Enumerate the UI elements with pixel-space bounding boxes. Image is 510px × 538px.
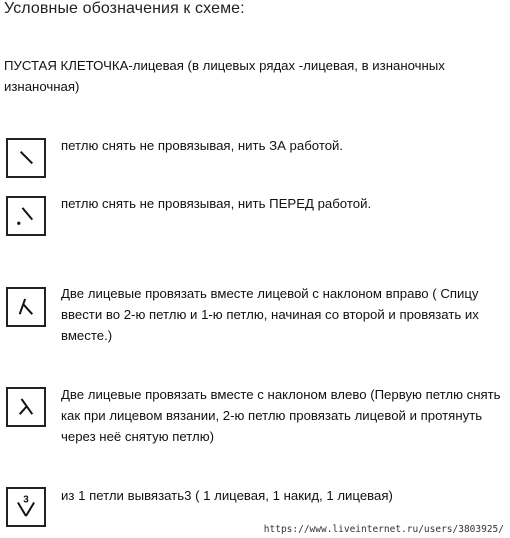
slip-stitch-yarn-back-icon <box>6 138 46 178</box>
watermark-url: https://www.liveinternet.ru/users/3803925/ <box>263 524 504 535</box>
legend-text-increase: из 1 петли вывязать3 ( 1 лицевая, 1 накид, 1 лицевая) <box>61 488 393 503</box>
k2tog-right-icon <box>6 287 46 327</box>
increase-3-from-1-icon <box>6 487 46 527</box>
legend-text-k2tog-right: Две лицевые провязать вместе лицевой с наклоном вправо ( Спицу ввести во 2-ю петлю и 1-ю петлю, начиная со второй и провязать их вместе.) <box>61 286 479 343</box>
legend-text-slip-front: петлю снять не провязывая, нить ПЕРЕД работой. <box>61 196 372 211</box>
page-title: Условные обозначения к схеме: <box>4 0 245 17</box>
intro-text: ПУСТАЯ КЛЕТОЧКА-лицевая (в лицевых рядах -лицевая, в изнаночных изнаночная) <box>4 58 445 94</box>
increase-3-label: 3 <box>23 494 29 506</box>
legend-text-slip-back: петлю снять не провязывая, нить ЗА работой. <box>61 138 344 153</box>
slip-stitch-yarn-front-icon <box>6 196 46 236</box>
k2tog-left-icon <box>6 387 46 427</box>
legend-text-k2tog-left: Две лицевые провязать вместе с наклоном влево (Первую петлю снять как при лицевом вязании, 2-ю петлю провязать лицевой и протянуть через неё снятую петлю) <box>61 387 501 444</box>
